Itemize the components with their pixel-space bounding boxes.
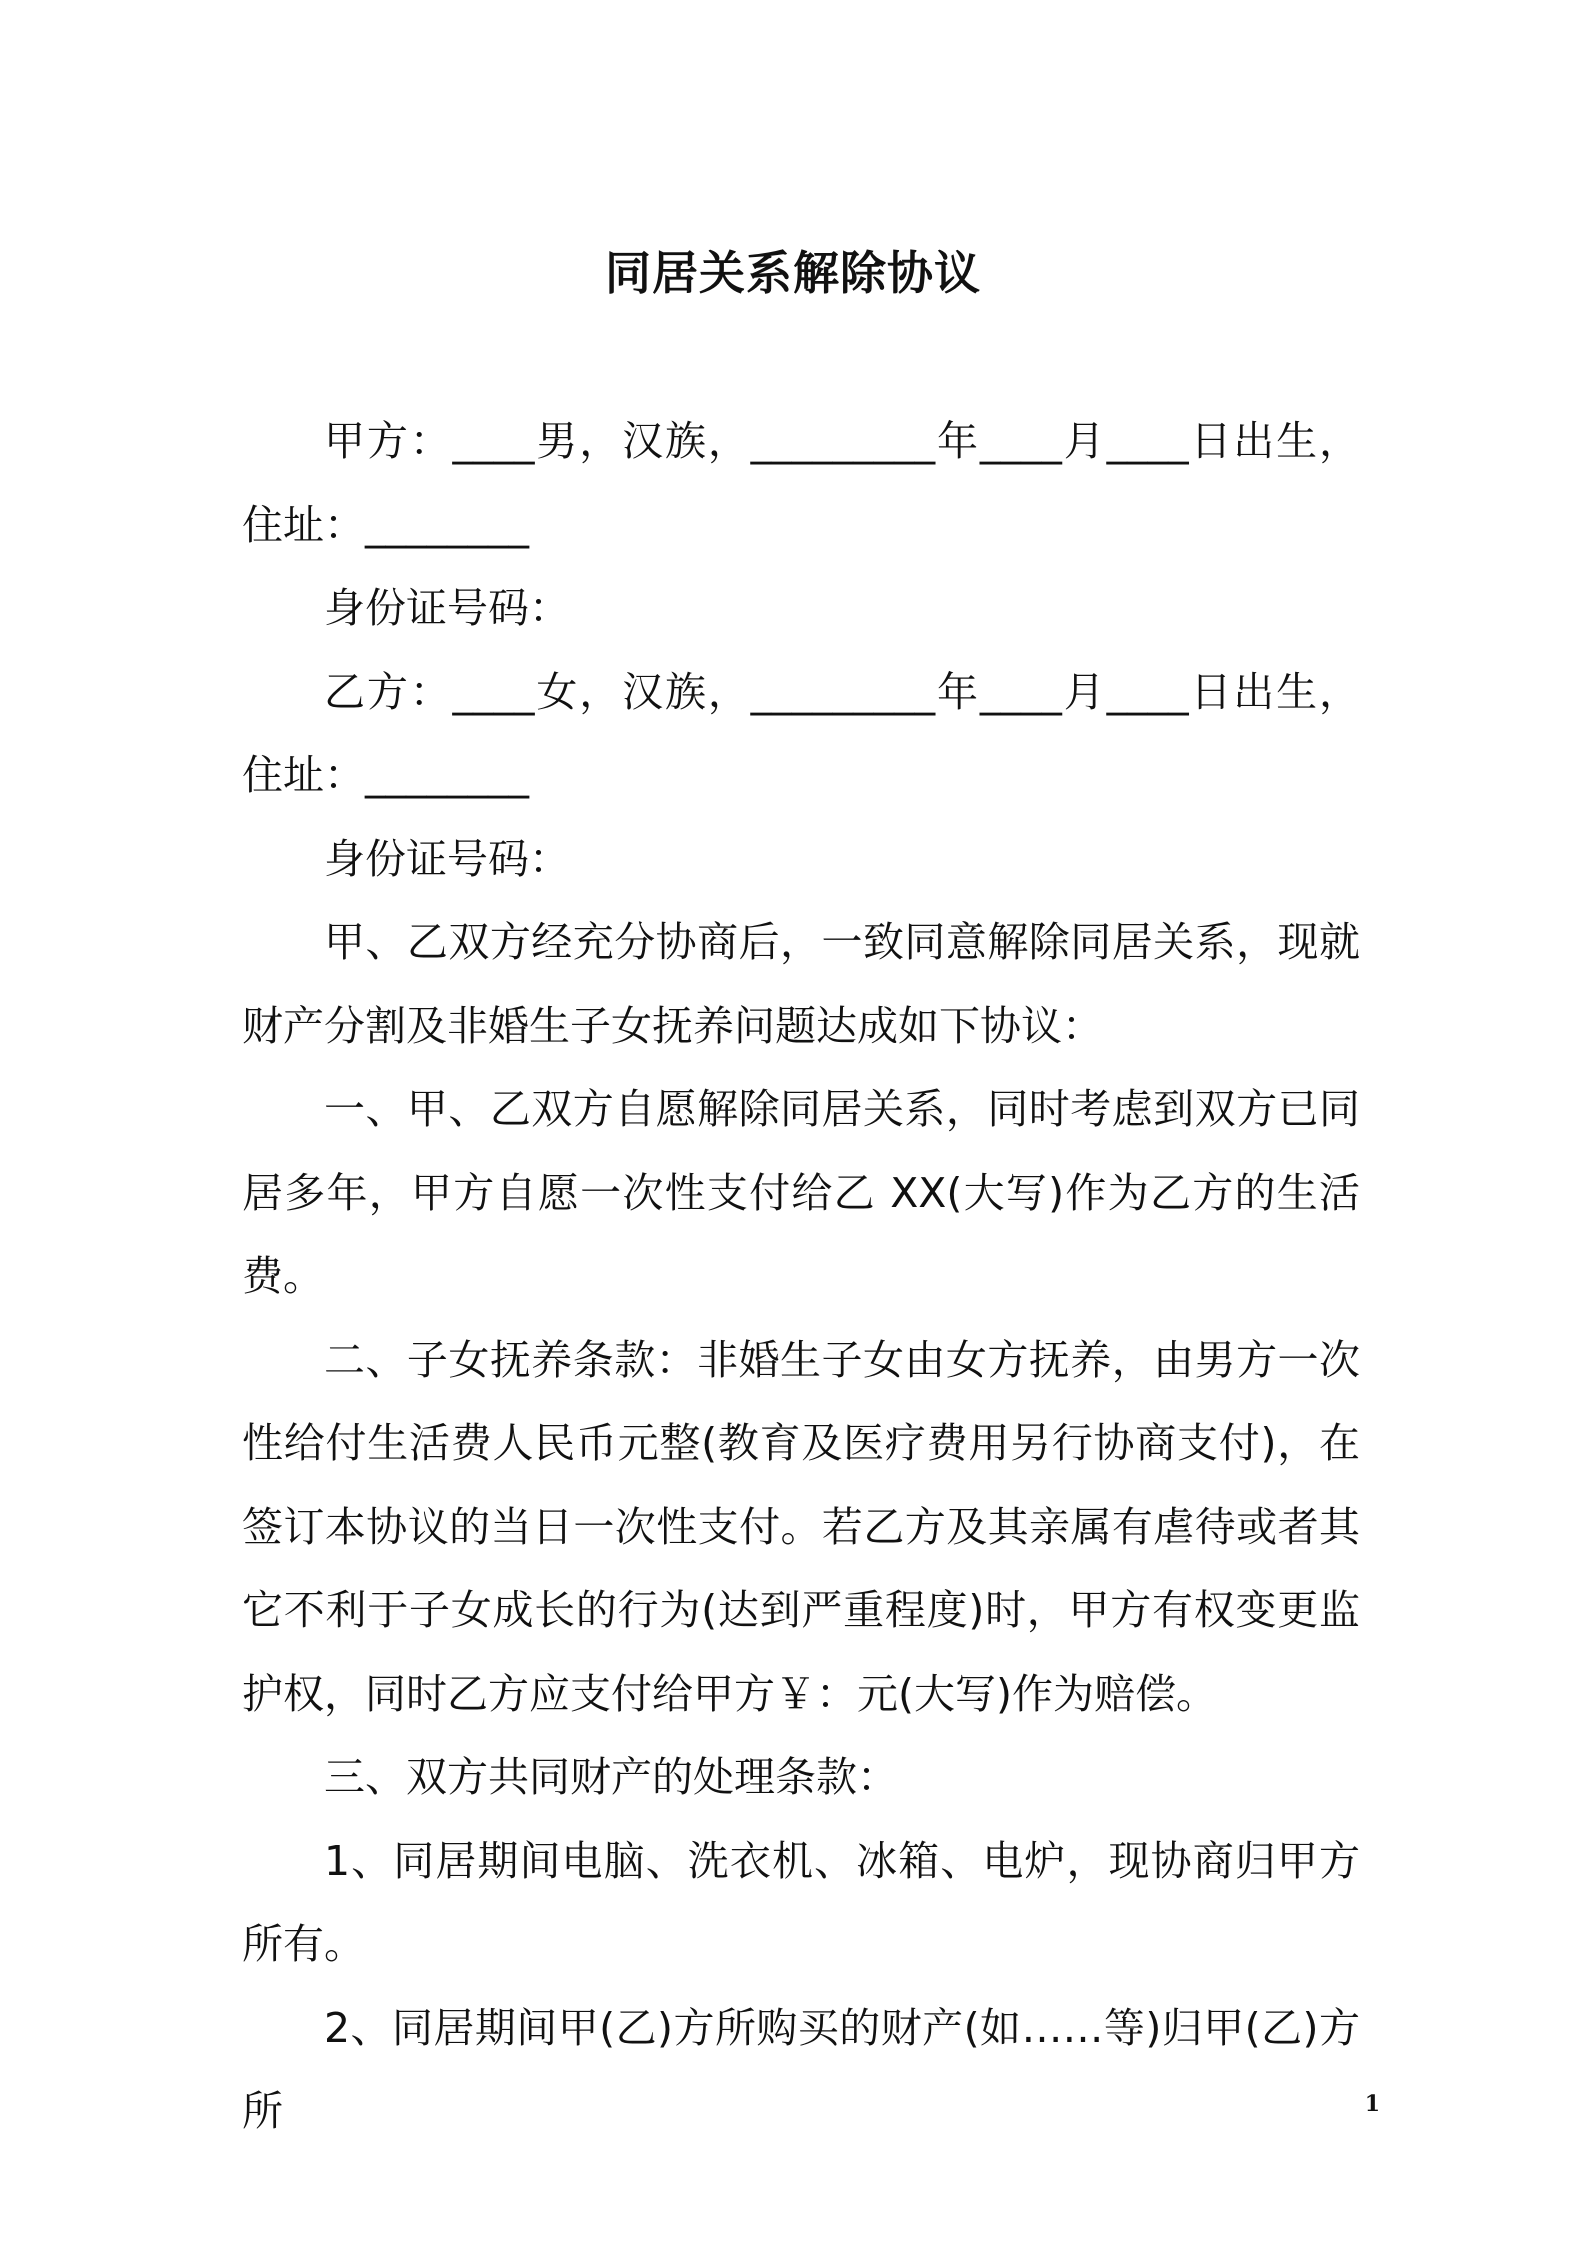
page-number: 1 [1364,2091,1380,2117]
party-a-info: 甲方：____男，汉族，_________年____月____日出生，住址：________ [242,417,1360,549]
agreement-preamble: 甲、乙双方经充分协商后，一致同意解除同居关系，现就财产分割及非婚生子女抚养问题达成如下协议： [242,918,1360,1050]
party-b-id-number: 身份证号码： [324,834,570,883]
clause-two-child-support: 二、子女抚养条款：非婚生子女由女方抚养，由男方一次性给付生活费人民币元整(教育及医疗费用另行协商支付)，在签订本协议的当日一次性支付。若乙方及其亲属有虐待或者其它不利于子女成长的行为(达到严重程度)时，甲方有权变更监护权，同时乙方应支付给甲方￥：元(大写)作为赔偿。 [242,1335,1360,1718]
party-b-info: 乙方：____女，汉族，_________年____月____日出生，住址：________ [242,667,1360,799]
clause-three-heading: 三、双方共同财产的处理条款： [324,1753,898,1801]
document-title: 同居关系解除协议 [605,245,981,300]
clause-one: 一、甲、乙双方自愿解除同居关系，同时考虑到双方已同居多年，甲方自愿一次性支付给乙 XX(大写)作为乙方的生活费。 [242,1085,1360,1300]
clause-three-item-1: 1、同居期间电脑、洗衣机、冰箱、电炉，现协商归甲方所有。 [242,1836,1360,1968]
document-body [242,400,1360,2154]
clause-three-item-2: 2、同居期间甲(乙)方所购买的财产(如……等)归甲(乙)方所 [242,2003,1360,2135]
party-a-id-number: 身份证号码： [324,584,570,632]
